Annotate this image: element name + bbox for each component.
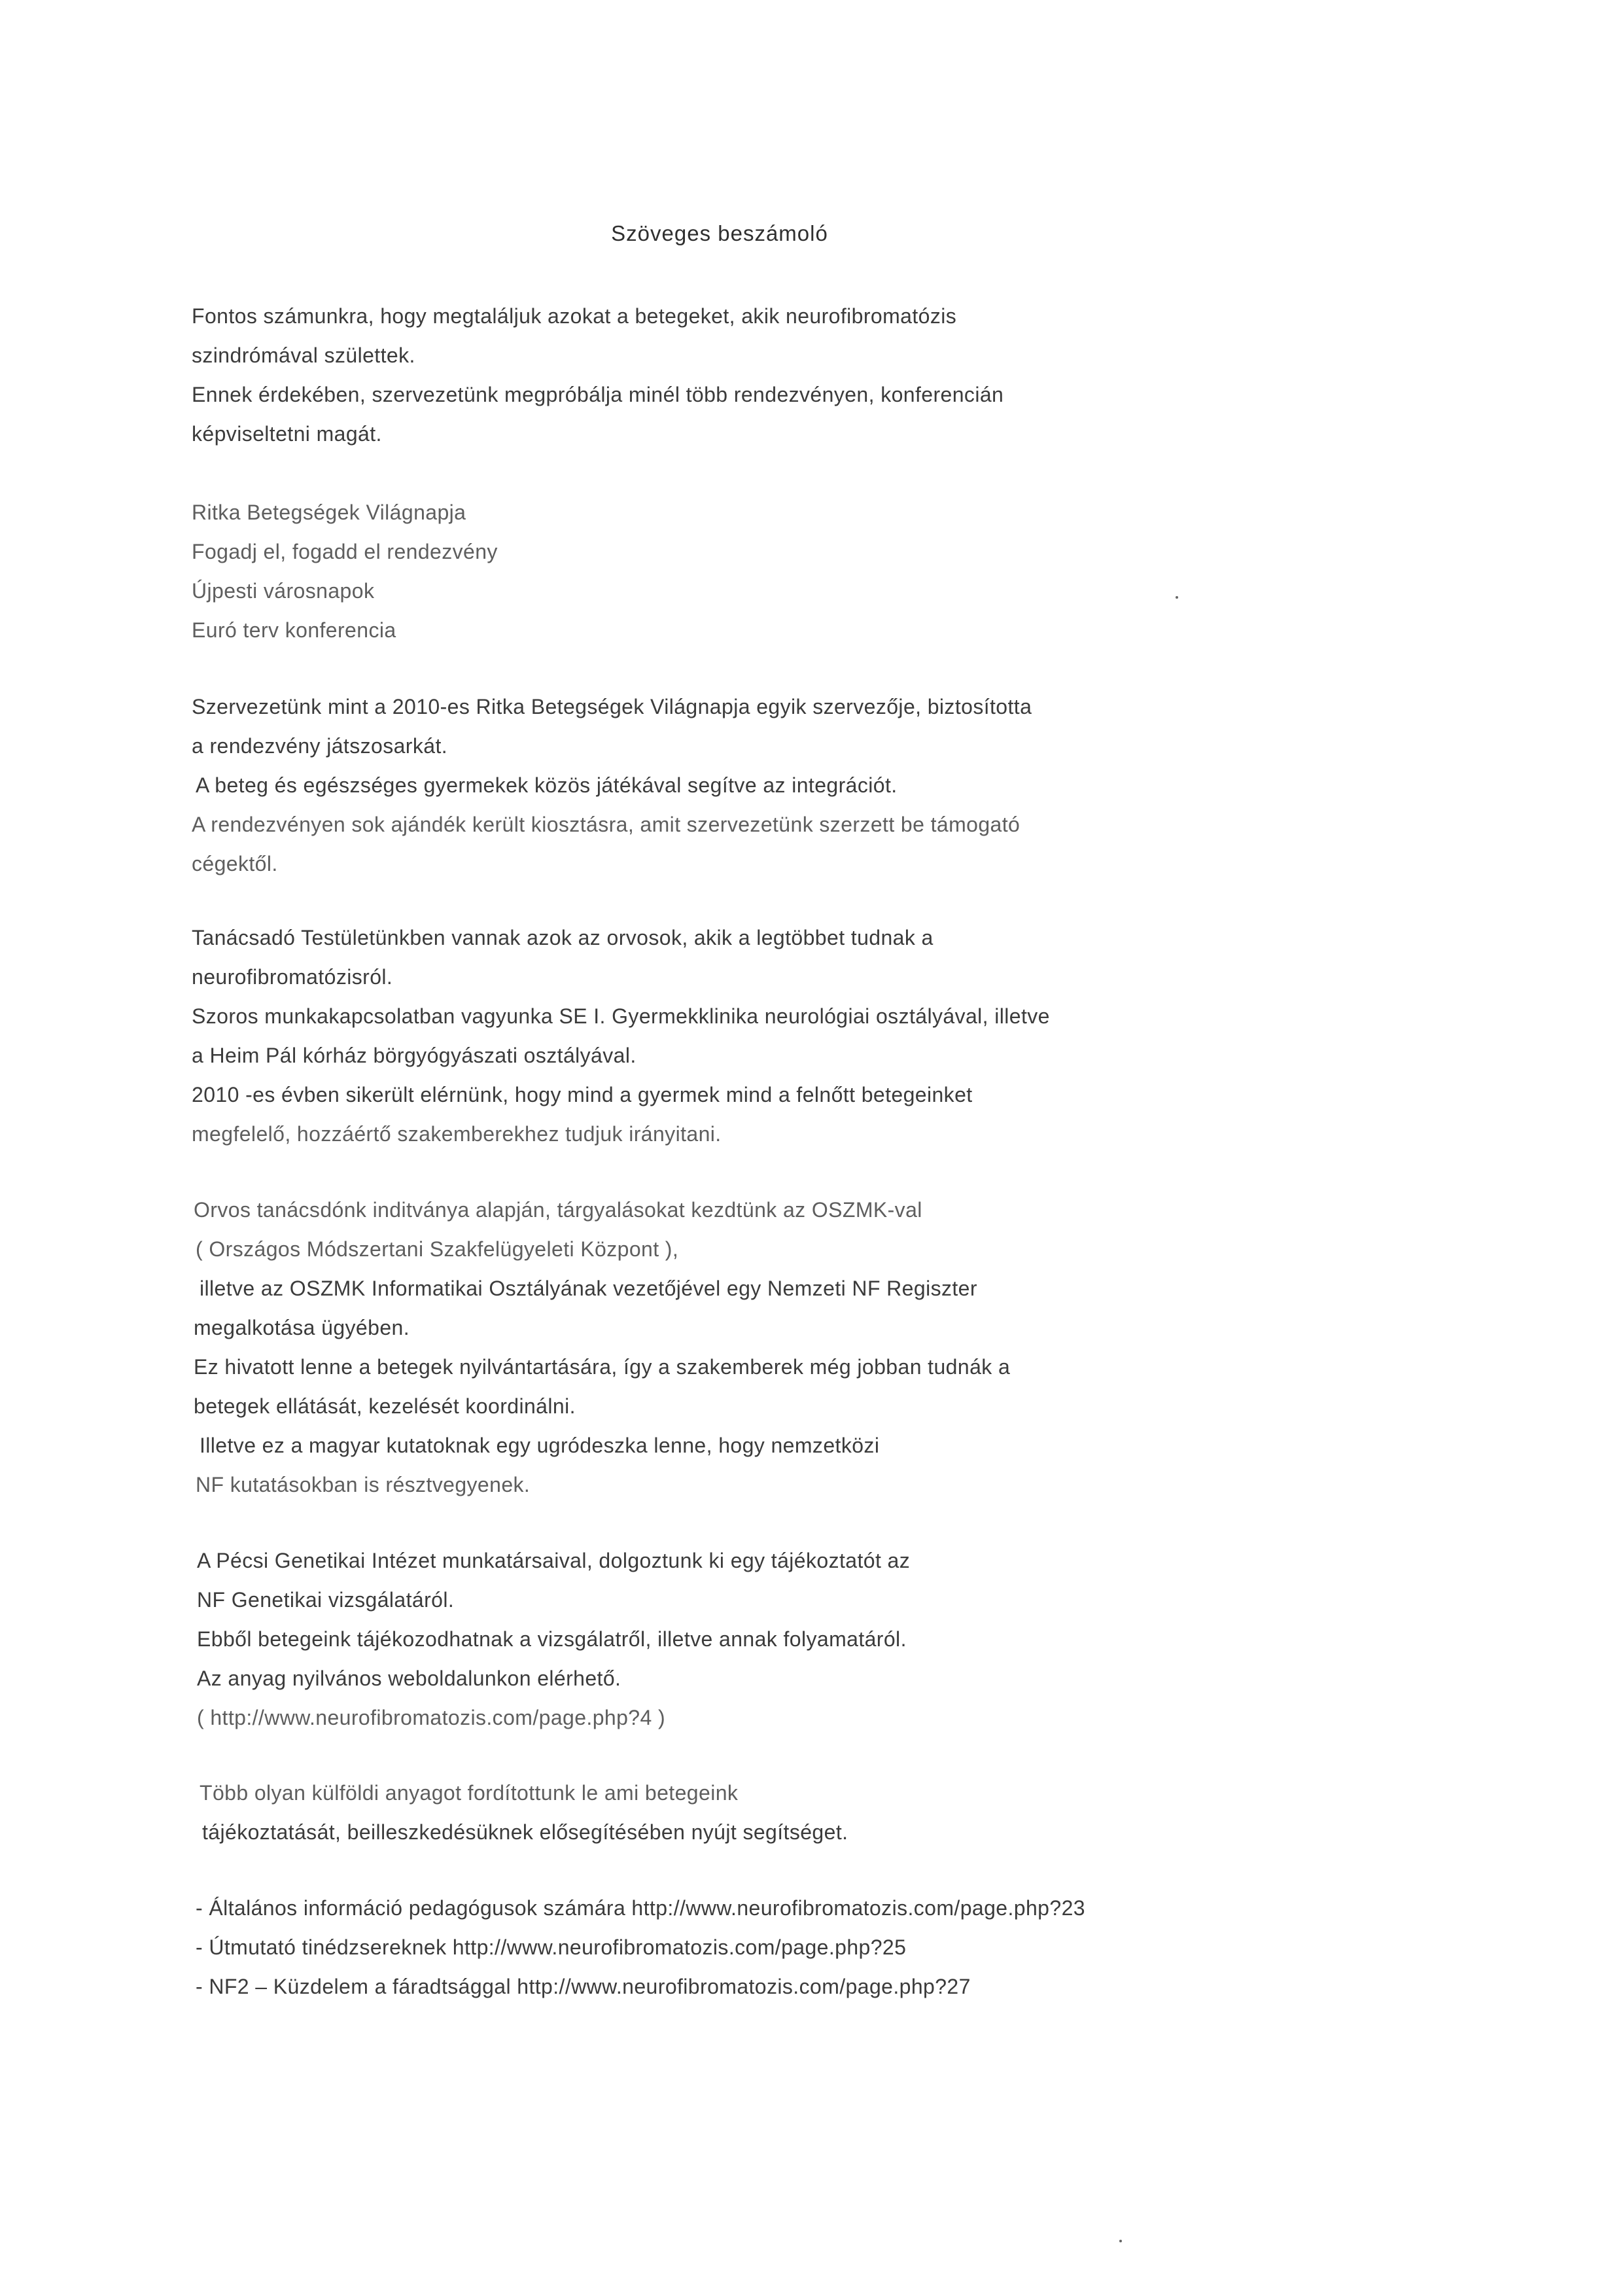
text-line: képviseltetni magát.: [192, 422, 382, 446]
text-line: A beteg és egészséges gyermekek közös játékával segítve az integrációt.: [196, 773, 898, 797]
text-line: tájékoztatását, beilleszkedésüknek elősegítésében nyújt segítséget.: [202, 1820, 848, 1844]
link-list-item: - NF2 – Küzdelem a fáradtsággal http://www.neurofibromatozis.com/page.php?27: [196, 1975, 971, 1998]
url-line: ( http://www.neurofibromatozis.com/page.php?4 ): [197, 1706, 666, 1729]
text-line: megfelelő, hozzáértő szakemberekhez tudjuk irányitani.: [192, 1122, 722, 1146]
link-list-item: - Általános információ pedagógusok számára http://www.neurofibromatozis.com/page.php?23: [196, 1896, 1085, 1920]
event-list-item: Újpesti városnapok: [192, 579, 375, 603]
text-line: A rendezvényen sok ajándék került kiosztásra, amit szervezetünk szerzett be támogató: [192, 813, 1021, 836]
text-line: Szoros munkakapcsolatban vagyunka SE I. Gyermekklinika neurológiai osztályával, illetve: [192, 1004, 1050, 1028]
text-line: szindrómával születtek.: [192, 344, 415, 367]
text-line: illetve az OSZMK Informatikai Osztályának vezetőjével egy Nemzeti NF Regiszter: [200, 1277, 977, 1300]
document-title: Szöveges beszámoló: [611, 221, 828, 245]
text-line: cégektől.: [192, 852, 278, 875]
text-line: NF kutatásokban is résztvegyenek.: [196, 1473, 531, 1496]
text-line: Az anyag nyilvános weboldalunkon elérhető.: [197, 1667, 621, 1690]
text-line: ( Országos Módszertani Szakfelügyeleti Központ ),: [196, 1237, 679, 1261]
link-list-item: - Útmutató tinédzsereknek http://www.neurofibromatozis.com/page.php?25: [196, 1935, 907, 1959]
text-line: a Heim Pál kórház börgyógyászati osztályával.: [192, 1044, 637, 1067]
text-line: Ebből betegeink tájékozodhatnak a vizsgálatről, illetve annak folyamatáról.: [197, 1627, 907, 1651]
event-list-item: Euró terv konferencia: [192, 618, 396, 642]
text-line: neurofibromatózisról.: [192, 965, 393, 989]
text-line: Több olyan külföldi anyagot fordítottunk le ami betegeink: [200, 1781, 739, 1805]
text-line: Orvos tanácsdónk inditványa alapján, tárgyalásokat kezdtünk az OSZMK-val: [194, 1198, 922, 1222]
text-line: Szervezetünk mint a 2010-es Ritka Betegségek Világnapja egyik szervezője, biztosította: [192, 695, 1032, 718]
text-line: Ennek érdekében, szervezetünk megpróbálja minél több rendezvényen, konferencián: [192, 383, 1004, 406]
scan-speck: [1119, 2240, 1122, 2242]
text-line: Tanácsadó Testületünkben vannak azok az orvosok, akik a legtöbbet tudnak a: [192, 926, 934, 949]
scan-speck: [1176, 596, 1178, 599]
text-line: betegek ellátását, kezelését koordinálni.: [194, 1394, 576, 1418]
text-line: 2010 -es évben sikerült elérnünk, hogy mind a gyermek mind a felnőtt betegeinket: [192, 1083, 973, 1106]
text-line: NF Genetikai vizsgálatáról.: [197, 1588, 455, 1612]
text-line: Ez hivatott lenne a betegek nyilvántartására, így a szakemberek még jobban tudnák a: [194, 1355, 1011, 1379]
event-list-item: Fogadj el, fogadd el rendezvény: [192, 540, 498, 563]
event-list-item: Ritka Betegségek Világnapja: [192, 501, 466, 524]
text-line: Illetve ez a magyar kutatoknak egy ugródeszka lenne, hogy nemzetközi: [200, 1434, 880, 1457]
text-line: megalkotása ügyében.: [194, 1316, 410, 1339]
text-line: Fontos számunkra, hogy megtaláljuk azokat a betegeket, akik neurofibromatózis: [192, 304, 957, 328]
text-line: A Pécsi Genetikai Intézet munkatársaival, dolgoztunk ki egy tájékoztatót az: [197, 1549, 911, 1572]
text-line: a rendezvény játszosarkát.: [192, 734, 448, 758]
